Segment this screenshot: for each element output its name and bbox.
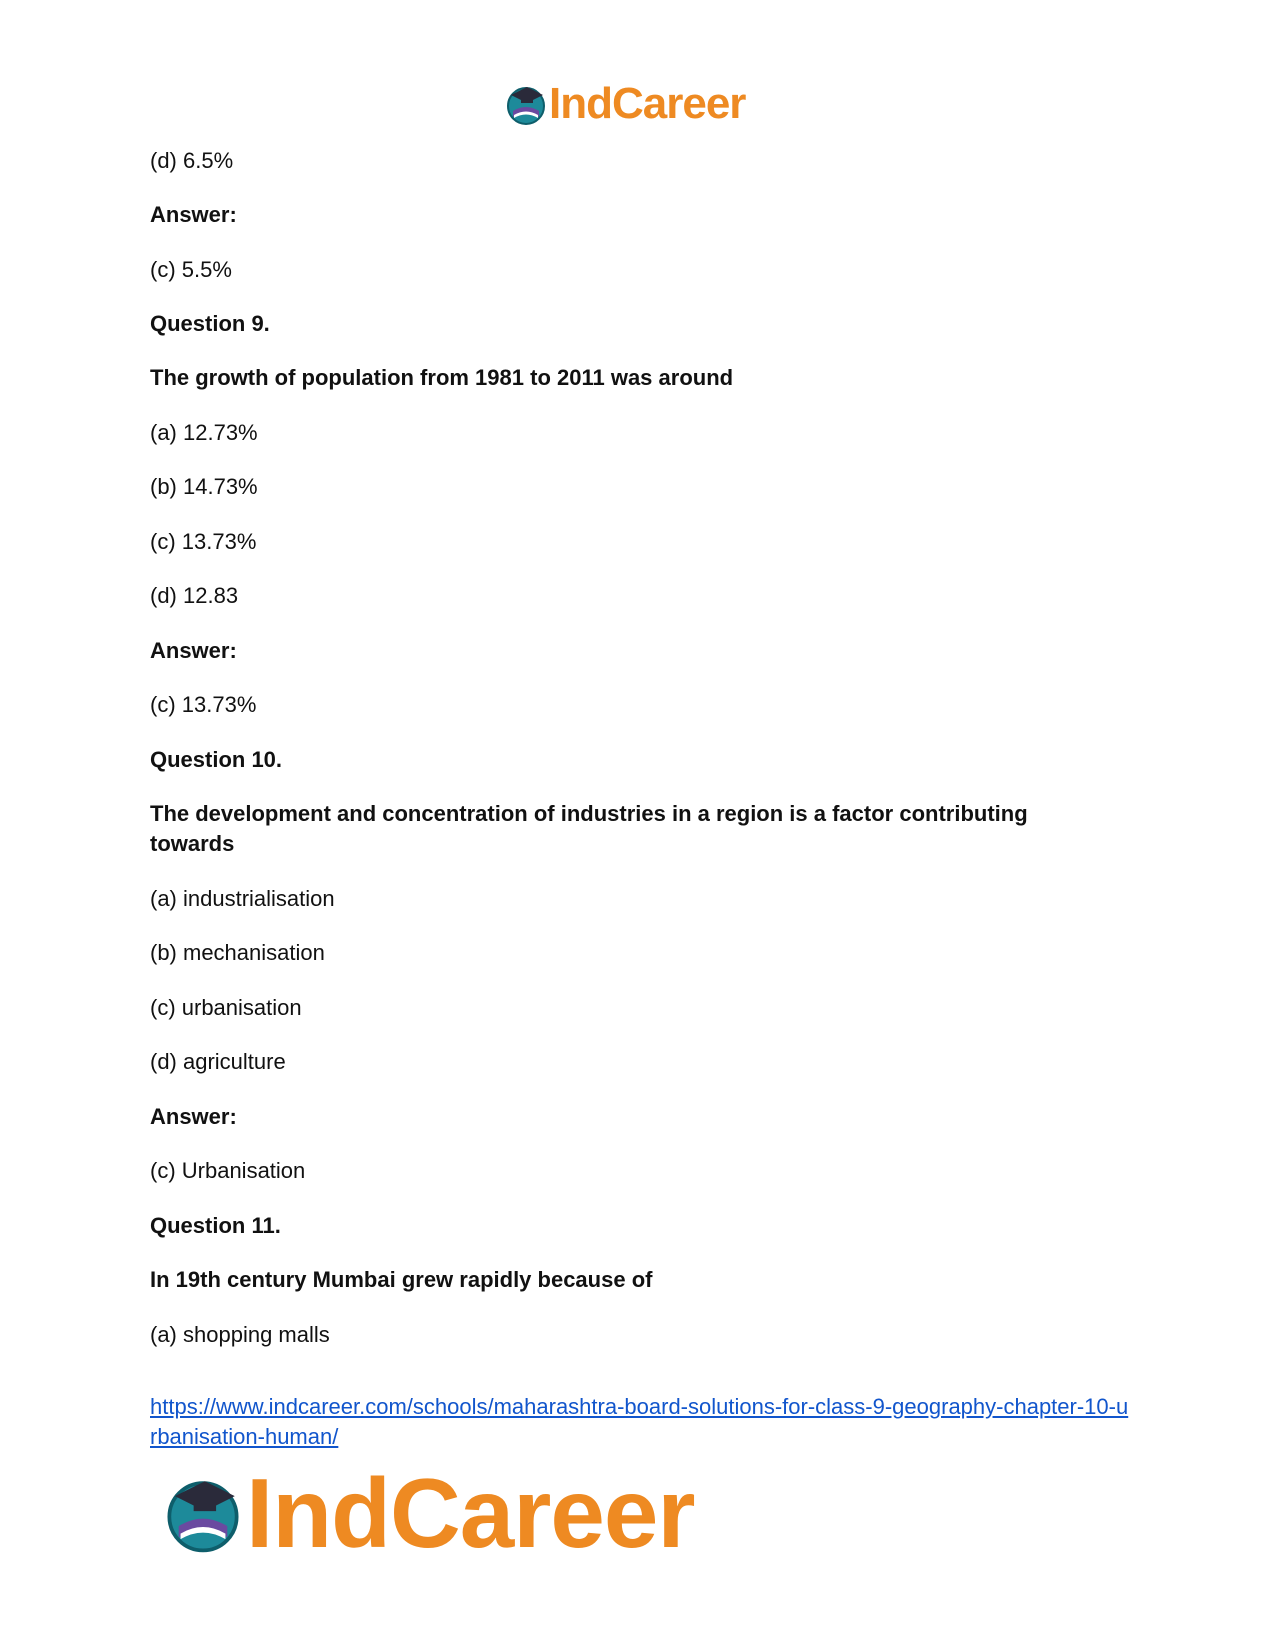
answer-label: Answer: — [150, 1104, 237, 1129]
option-text: (b) 14.73% — [150, 474, 258, 499]
source-link[interactable]: https://www.indcareer.com/schools/maharashtra-board-solutions-for-class-9-geography-chapter-10-urbanisation-human/ — [150, 1394, 1129, 1449]
option-text: (b) mechanisation — [150, 940, 325, 965]
option-text: (d) 12.83 — [150, 583, 239, 608]
option-text: (c) urbanisation — [150, 995, 302, 1020]
question-number: Question 10. — [150, 747, 283, 772]
globe-cap-icon — [503, 81, 549, 127]
option-text: (a) industrialisation — [150, 886, 335, 911]
option-text: (d) agriculture — [150, 1049, 286, 1074]
globe-cap-icon — [160, 1470, 246, 1556]
answer-label: Answer: — [150, 638, 237, 663]
question-text: The development and concentration of industries in a region is a factor contributing towards — [150, 801, 1028, 856]
option-text: (c) 13.73% — [150, 529, 257, 554]
question-number: Question 11. — [150, 1213, 281, 1238]
answer-text: (c) Urbanisation — [150, 1158, 306, 1183]
logo-wordmark: IndCareer — [246, 1458, 695, 1568]
logo-wordmark: IndCareer — [549, 79, 746, 128]
answer-text: (c) 13.73% — [150, 692, 257, 717]
option-text: (d) 6.5% — [150, 148, 234, 173]
question-text: The growth of population from 1981 to 2011 was around — [150, 365, 734, 390]
header-logo — [503, 78, 745, 130]
footer-logo — [160, 1459, 695, 1567]
question-text: In 19th century Mumbai grew rapidly because of — [150, 1267, 653, 1292]
option-text: (a) 12.73% — [150, 420, 258, 445]
question-number: Question 9. — [150, 311, 270, 336]
answer-text: (c) 5.5% — [150, 257, 232, 282]
answer-label: Answer: — [150, 202, 237, 227]
option-text: (a) shopping malls — [150, 1322, 330, 1347]
